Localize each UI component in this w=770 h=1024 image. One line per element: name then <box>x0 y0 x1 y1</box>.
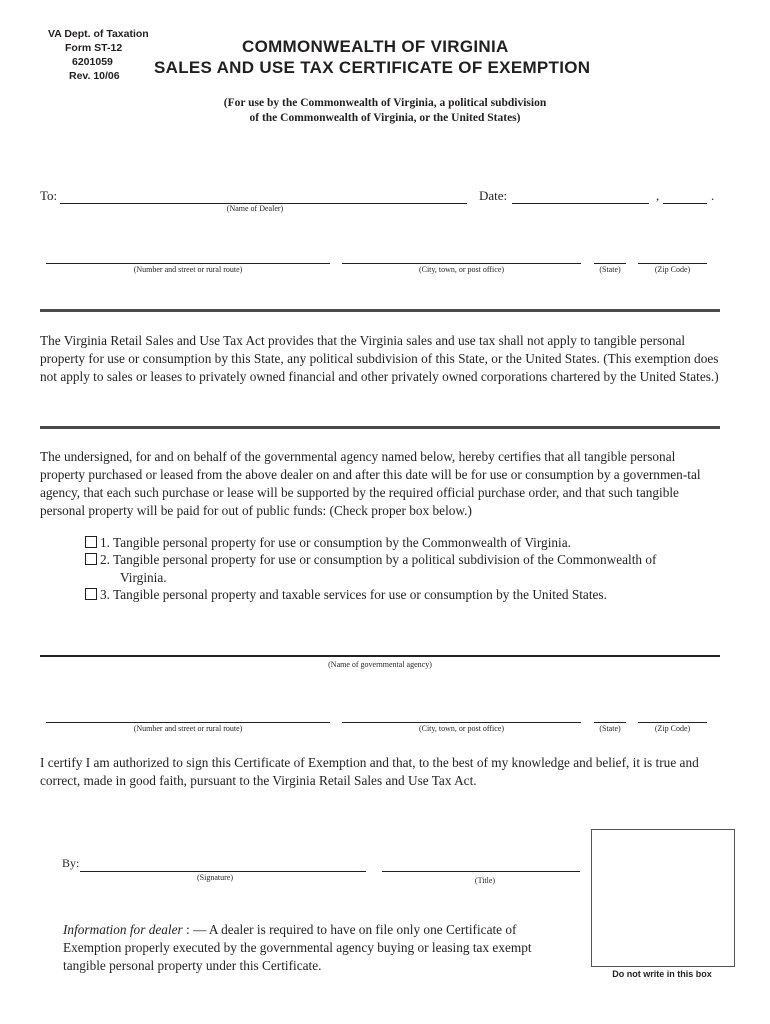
dealer-zip-caption: (Zip Code) <box>654 265 691 274</box>
date-year-field[interactable] <box>663 203 707 204</box>
agency-zip-field[interactable] <box>638 722 707 723</box>
option-2-checkbox[interactable] <box>85 553 97 565</box>
option-2 <box>85 551 656 569</box>
dealer-city-field[interactable] <box>342 263 581 264</box>
dealer-name-caption: (Name of Dealer) <box>226 204 284 213</box>
option-1 <box>85 534 571 552</box>
option-3-checkbox[interactable] <box>85 588 97 600</box>
signature-caption: (Signature) <box>197 873 233 882</box>
option-2-continuation: Virginia. <box>120 570 167 585</box>
dealer-zip-field[interactable] <box>638 263 707 264</box>
agency-name: VA Dept. of Taxation <box>48 28 149 40</box>
dealer-street-caption: (Number and street or rural route) <box>133 265 243 274</box>
to-label: To: <box>40 188 58 203</box>
certify-paragraph: The undersigned, for and on behalf of the governmental agency named below, hereby certifies that all tangible personal property purchased or leased from the above dealer on and after this date will be for use or consumption by a governmen-tal agency, that each such purchase or lease will be supported by the required official purchase order, and that such tangible personal property will be paid for out of public funds: (Check proper box below.) <box>40 449 701 518</box>
subtitle <box>140 96 630 126</box>
form-identification <box>48 27 168 83</box>
attest-paragraph: I certify I am authorized to sign this Certificate of Exemption and that, to the best of my knowledge and belief, it is true and correct, made in good faith, pursuant to the Virginia Retail Sales and Use Tax Act. <box>40 755 699 788</box>
office-use-caption: Do not write in this box <box>612 969 712 979</box>
agency-city-caption: (City, town, or post office) <box>418 724 505 733</box>
date-period: . <box>711 188 715 203</box>
date-month-day-field[interactable] <box>512 203 649 204</box>
subtitle-line-1: (For use by the Commonwealth of Virginia, a political subdivision <box>223 97 547 109</box>
by-label: By: <box>62 856 80 870</box>
dealer-street-field[interactable] <box>46 263 330 264</box>
agency-city-field[interactable] <box>342 722 581 723</box>
form-number: Form ST-12 <box>65 42 123 54</box>
option-1-checkbox[interactable] <box>85 536 97 548</box>
option-3 <box>85 586 607 604</box>
option-2-label: 2. Tangible personal property for use or consumption by a political subdivision of the Commonwealth of <box>100 552 657 567</box>
subtitle-line-2: of the Commonwealth of Virginia, or the United States) <box>249 112 521 124</box>
form-code: 6201059 <box>72 56 113 68</box>
dealer-info-text: : — A dealer is required to have on file only one Certificate of Exemption properly executed by the governmental agency buying or leasing tax exempt tangible personal property under this Certificate. <box>63 922 532 973</box>
title-line-1: COMMONWEALTH OF VIRGINIA <box>242 37 509 56</box>
intro-paragraph: The Virginia Retail Sales and Use Tax Act provides that the Virginia sales and use tax shall not apply to tangible personal property for use or consumption by this State, any political subdivision of this State, or the United States. (This exemption does not apply to sales or leases to privately owned financial and other privately owned corporations chartered by the United States.) <box>40 333 719 384</box>
agency-name-field[interactable] <box>40 655 720 657</box>
dealer-city-caption: (City, town, or post office) <box>418 265 505 274</box>
date-label: Date: <box>479 188 508 203</box>
signature-field[interactable] <box>80 871 366 872</box>
office-use-box <box>591 829 735 967</box>
option-1-label: 1. Tangible personal property for use or consumption by the Commonwealth of Virginia. <box>100 535 571 550</box>
agency-state-field[interactable] <box>594 722 626 723</box>
date-comma: , <box>656 188 660 203</box>
section-divider <box>40 426 720 429</box>
dealer-state-field[interactable] <box>594 263 626 264</box>
dealer-state-caption: (State) <box>599 265 621 274</box>
form-revision: Rev. 10/06 <box>69 70 120 82</box>
dealer-info-lead: Information for dealer <box>63 922 183 937</box>
title-line-2: SALES AND USE TAX CERTIFICATE OF EXEMPTION <box>154 58 591 77</box>
option-3-label: 3. Tangible personal property and taxable services for use or consumption by the United States. <box>100 587 607 602</box>
title-caption: (Title) <box>474 876 496 885</box>
agency-zip-caption: (Zip Code) <box>654 724 691 733</box>
title-field[interactable] <box>382 871 580 872</box>
agency-street-caption: (Number and street or rural route) <box>133 724 243 733</box>
section-divider <box>40 309 720 312</box>
dealer-information <box>63 921 553 975</box>
agency-name-caption: (Name of governmental agency) <box>328 660 432 669</box>
agency-street-field[interactable] <box>46 722 330 723</box>
agency-state-caption: (State) <box>599 724 621 733</box>
